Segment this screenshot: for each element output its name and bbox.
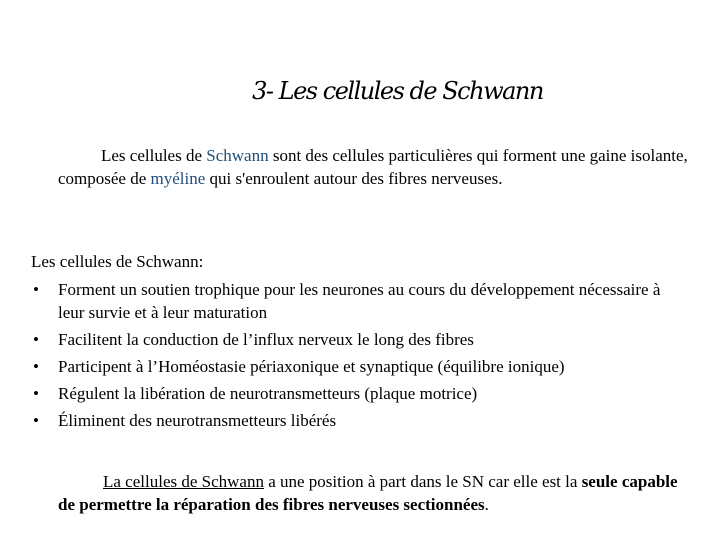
intro-text-3: qui s'enroulent autour des fibres nerveuses. bbox=[205, 169, 503, 188]
intro-text-1: Les cellules de bbox=[101, 146, 207, 165]
list-item: • Régulent la libération de neurotransmetteurs (plaque motrice) bbox=[31, 382, 691, 405]
intro-paragraph bbox=[58, 144, 688, 190]
highlight-myeline: myéline bbox=[150, 169, 206, 188]
functions-section bbox=[31, 250, 691, 432]
section-heading: Les cellules de Schwann: bbox=[31, 252, 204, 271]
list-item: • Forment un soutien trophique pour les neurones au cours du développement nécessaire à leur survie et à leur maturation bbox=[31, 278, 691, 324]
conclusion-paragraph bbox=[58, 470, 688, 516]
function-list bbox=[31, 278, 691, 432]
intro-text-2: sont des cellules particulières qui forment une gaine isolante, composée de bbox=[58, 146, 688, 188]
conclusion-bold: seule capable de permettre la réparation des fibres nerveuses sectionnées bbox=[58, 472, 678, 514]
conclusion-end: . bbox=[484, 495, 489, 514]
list-item: • Participent à l’Homéostasie périaxonique et synaptique (équilibre ionique) bbox=[31, 355, 691, 378]
list-item: • Éliminent des neurotransmetteurs libérés bbox=[31, 409, 691, 432]
conclusion-text: a une position à part dans le SN car elle est la bbox=[263, 472, 582, 491]
list-item: • Facilitent la conduction de l’influx nerveux le long des fibres bbox=[31, 328, 691, 351]
slide-title: 3- Les cellules de Schwann bbox=[252, 77, 543, 105]
highlight-schwann: Schwann bbox=[206, 146, 269, 165]
conclusion-underlined: La cellules de Schwann bbox=[103, 472, 264, 491]
